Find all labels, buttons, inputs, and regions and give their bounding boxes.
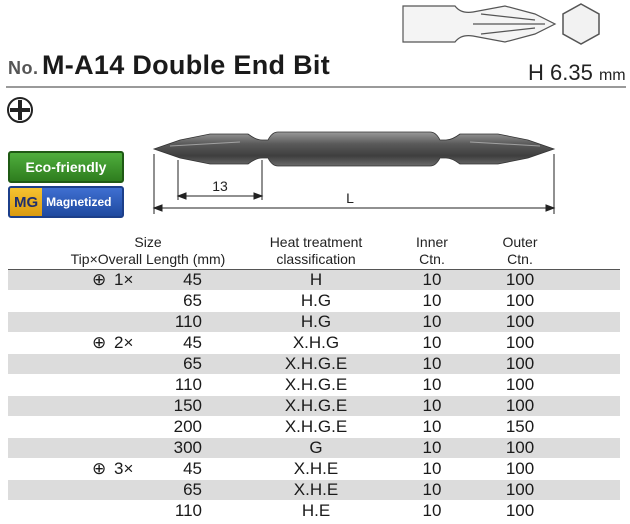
header-heat-line2: classification xyxy=(276,251,356,267)
inner-ctn-cell: 10 xyxy=(422,312,442,331)
length-cell: 110 xyxy=(174,501,202,520)
eco-friendly-badge xyxy=(8,151,124,183)
heat-treatment-cell: X.H.G.E xyxy=(284,375,348,394)
heat-treatment-cell: H.E xyxy=(301,501,331,520)
length-cell: 65 xyxy=(183,291,202,310)
table-row xyxy=(8,480,620,500)
phillips-size-symbol: ⊕ xyxy=(92,333,107,352)
outer-ctn-cell: 100 xyxy=(505,459,535,478)
phillips-size-symbol xyxy=(92,396,114,416)
outer-ctn-cell: 100 xyxy=(505,270,535,289)
phillips-size-symbol xyxy=(92,480,114,500)
inner-ctn-cell: 10 xyxy=(422,459,442,478)
table-row xyxy=(8,438,620,458)
dimension-l-label: L xyxy=(346,190,354,206)
inner-ctn-cell: 10 xyxy=(422,438,442,457)
outer-ctn-cell: 100 xyxy=(505,480,535,499)
outer-ctn-cell: 100 xyxy=(505,333,535,352)
phillips-size-symbol xyxy=(92,375,114,395)
header-inner-line1: Inner xyxy=(416,234,448,250)
heat-treatment-cell: H.G xyxy=(300,312,332,331)
length-cell: 200 xyxy=(173,417,202,436)
outer-ctn-cell: 100 xyxy=(505,312,535,331)
heat-treatment-cell: X.H.E xyxy=(293,480,339,499)
length-cell: 65 xyxy=(183,480,202,499)
table-row xyxy=(8,354,620,374)
header-outer-line1: Outer xyxy=(502,234,538,250)
mg-logo: MG xyxy=(10,188,42,216)
hex-spec-unit: mm xyxy=(598,67,626,84)
length-cell: 45 xyxy=(183,333,202,352)
header-inner-line2: Ctn. xyxy=(419,251,445,267)
table-row xyxy=(8,333,620,353)
phillips-size-symbol xyxy=(92,501,114,521)
inner-ctn-cell: 10 xyxy=(422,417,442,436)
inner-ctn-cell: 10 xyxy=(422,480,442,499)
length-cell: 45 xyxy=(183,270,202,289)
heat-treatment-cell: X.H.E xyxy=(293,459,339,478)
heat-treatment-cell: X.H.G.E xyxy=(284,354,348,373)
inner-ctn-cell: 10 xyxy=(422,291,442,310)
header-divider xyxy=(6,86,626,88)
inner-ctn-cell: 10 xyxy=(422,354,442,373)
double-end-bit xyxy=(154,132,554,166)
table-row xyxy=(8,501,620,521)
inner-ctn-cell: 10 xyxy=(422,396,442,415)
length-cell: 300 xyxy=(173,438,202,457)
header-outer-line2: Ctn. xyxy=(507,251,533,267)
dimension-13-label: 13 xyxy=(212,178,228,194)
page-title: M-A14 Double End Bit xyxy=(42,50,330,80)
header-heat-line1: Heat treatment xyxy=(269,234,363,250)
table-row xyxy=(8,459,620,479)
length-cell: 65 xyxy=(183,354,202,373)
phillips-size-symbol xyxy=(92,438,114,458)
table-row xyxy=(8,291,620,311)
phillips-size-symbol: ⊕ xyxy=(92,459,107,478)
inner-ctn-cell: 10 xyxy=(422,270,442,289)
heat-treatment-cell: X.H.G.E xyxy=(284,396,348,415)
length-cell: 45 xyxy=(183,459,202,478)
magnetized-badge xyxy=(8,186,124,218)
size-cell: 3× xyxy=(114,459,134,478)
header-size-line2: Tip×Overall Length (mm) xyxy=(70,251,226,267)
heat-treatment-cell: H.G xyxy=(300,291,332,310)
inner-ctn-cell: 10 xyxy=(422,333,442,352)
inner-ctn-cell: 10 xyxy=(422,501,442,520)
phillips-size-symbol xyxy=(92,312,114,332)
length-cell: 110 xyxy=(174,312,202,331)
heat-treatment-cell: X.H.G xyxy=(292,333,340,352)
hex-section-icon xyxy=(563,4,599,44)
table-row xyxy=(8,375,620,395)
outer-ctn-cell: 150 xyxy=(505,417,535,436)
length-cell: 110 xyxy=(174,375,202,394)
header-size xyxy=(48,234,248,268)
eco-friendly-label: Eco-friendly xyxy=(25,159,107,175)
outer-ctn-cell: 100 xyxy=(505,396,535,415)
outer-ctn-cell: 100 xyxy=(505,375,535,394)
inner-ctn-cell: 10 xyxy=(422,375,442,394)
bit-tip-illustration xyxy=(395,0,625,48)
table-row xyxy=(8,396,620,416)
outer-ctn-cell: 100 xyxy=(505,438,535,457)
header-size-line1: Size xyxy=(134,234,162,250)
hex-spec-value: H 6.35 xyxy=(528,60,593,85)
title-no-label: No. xyxy=(8,58,39,78)
heat-treatment-cell: G xyxy=(309,438,323,457)
bit-diagram xyxy=(140,110,565,218)
heat-treatment-cell: H xyxy=(309,270,323,289)
length-cell: 150 xyxy=(173,396,202,415)
table-row xyxy=(8,417,620,437)
phillips-size-symbol xyxy=(92,417,114,437)
table-row xyxy=(8,312,620,332)
phillips-size-symbol xyxy=(92,291,114,311)
header-heat xyxy=(246,234,386,268)
header-inner xyxy=(406,234,458,268)
size-cell: 2× xyxy=(114,333,134,352)
phillips-icon xyxy=(6,96,34,124)
header-outer xyxy=(486,234,554,268)
outer-ctn-cell: 100 xyxy=(505,354,535,373)
magnetized-label: Magnetized xyxy=(46,195,112,209)
bit-side-view xyxy=(403,6,555,42)
phillips-size-symbol xyxy=(92,354,114,374)
outer-ctn-cell: 100 xyxy=(505,291,535,310)
heat-treatment-cell: X.H.G.E xyxy=(284,417,348,436)
phillips-size-symbol: ⊕ xyxy=(92,270,107,289)
outer-ctn-cell: 100 xyxy=(505,501,535,520)
table-row xyxy=(8,270,620,290)
hex-spec xyxy=(528,60,626,86)
size-cell: 1× xyxy=(114,270,134,289)
